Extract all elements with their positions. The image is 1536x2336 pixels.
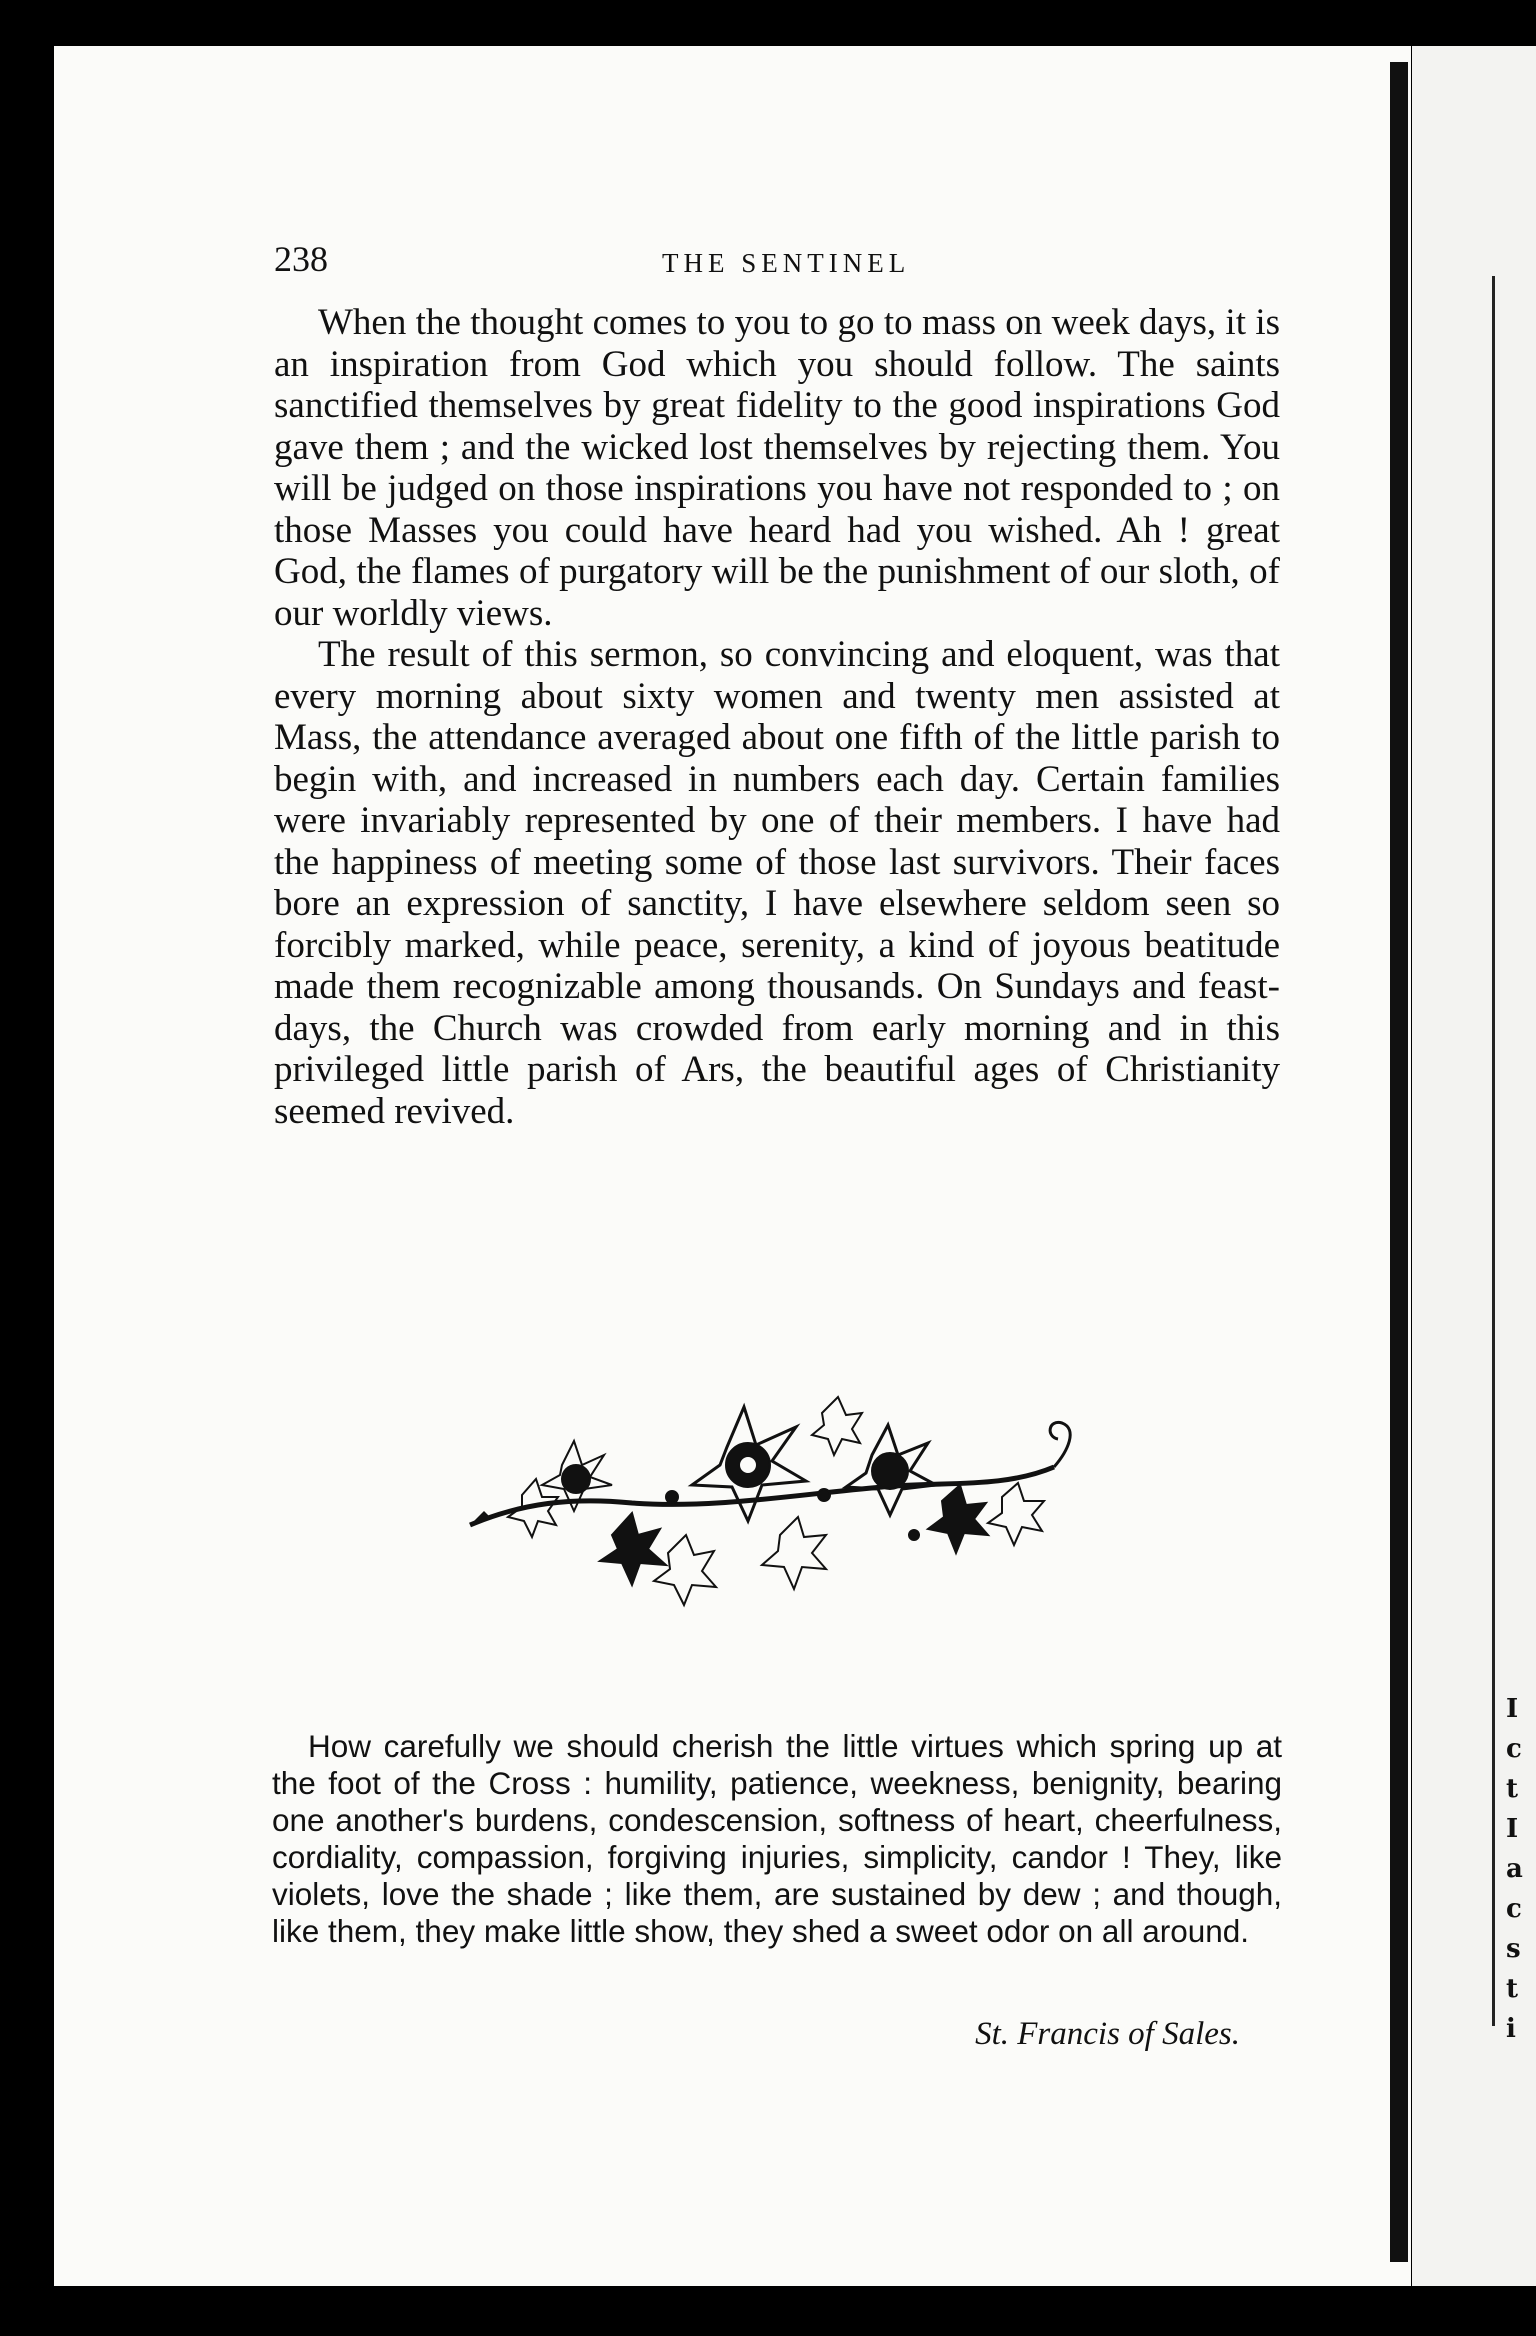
adjacent-page-letter: a	[1506, 1854, 1523, 1884]
adjacent-page-rule	[1492, 276, 1495, 2026]
adjacent-page-letter: I	[1506, 1814, 1519, 1844]
quotation-attribution: St. Francis of Sales.	[975, 2016, 1240, 2052]
floral-ornament	[462, 1385, 1082, 1615]
body-paragraph: When the thought comes to you to go to mass on week days, it is an inspiration from God which you should follow. The saints sanctified themselves by great fidelity to the good inspirations God gave them ; and the wicked lost themselves by rejecting them. You will be judged on those inspirations you have not responded to ; on those Masses you could have heard had you wished. Ah ! great God, the flames of purgatory will be the punishment of our sloth, of our worldly views.	[274, 302, 1280, 634]
adjacent-page-letter: t	[1506, 1774, 1519, 1804]
adjacent-page-letter: s	[1506, 1934, 1521, 1964]
quotation-block	[272, 1728, 1282, 1950]
quotation-text: How carefully we should cherish the little virtues which spring up at the foot of the Cross : humility, patience, weekness, benignity, bearing one another's burdens, condescension, softness of heart, cheerfulness, cordiality, compassion, forgiving injuries, simplicity, candor ! They, like violets, love the shade ; like them, are sustained by dew ; and though, like them, they make little show, they shed a sweet odor on all around.	[272, 1728, 1282, 1949]
adjacent-page-edge	[1412, 46, 1536, 2286]
article-body	[274, 302, 1280, 1132]
adjacent-page-letter: I	[1506, 1694, 1519, 1724]
adjacent-page-letter: t	[1506, 1974, 1519, 2004]
journal-title: THE SENTINEL	[662, 248, 911, 278]
body-paragraph: The result of this sermon, so convincing and eloquent, was that every morning about sixty women and twenty men assisted at Mass, the attendance averaged about one fifth of the little parish to begin with, and increased in numbers each day. Certain families were invariably represented by one of their members. I have had the happiness of meeting some of those last survivors. Their faces bore an expression of sanctity, I have elsewhere seldom seen so forcibly marked, while peace, serenity, a kind of joyous beatitude made them recognizable among thousands. On Sundays and feast-days, the Church was crowded from early morning and in this privileged little parish of Ars, the beautiful ages of Christianity seemed revived.	[274, 634, 1280, 1132]
adjacent-page-letter: c	[1506, 1734, 1522, 1764]
page-gutter	[1390, 62, 1408, 2262]
adjacent-page-letter: i	[1506, 2014, 1516, 2044]
running-head	[274, 238, 1280, 282]
adjacent-page-letter: c	[1506, 1894, 1522, 1924]
page-number: 238	[274, 239, 328, 279]
